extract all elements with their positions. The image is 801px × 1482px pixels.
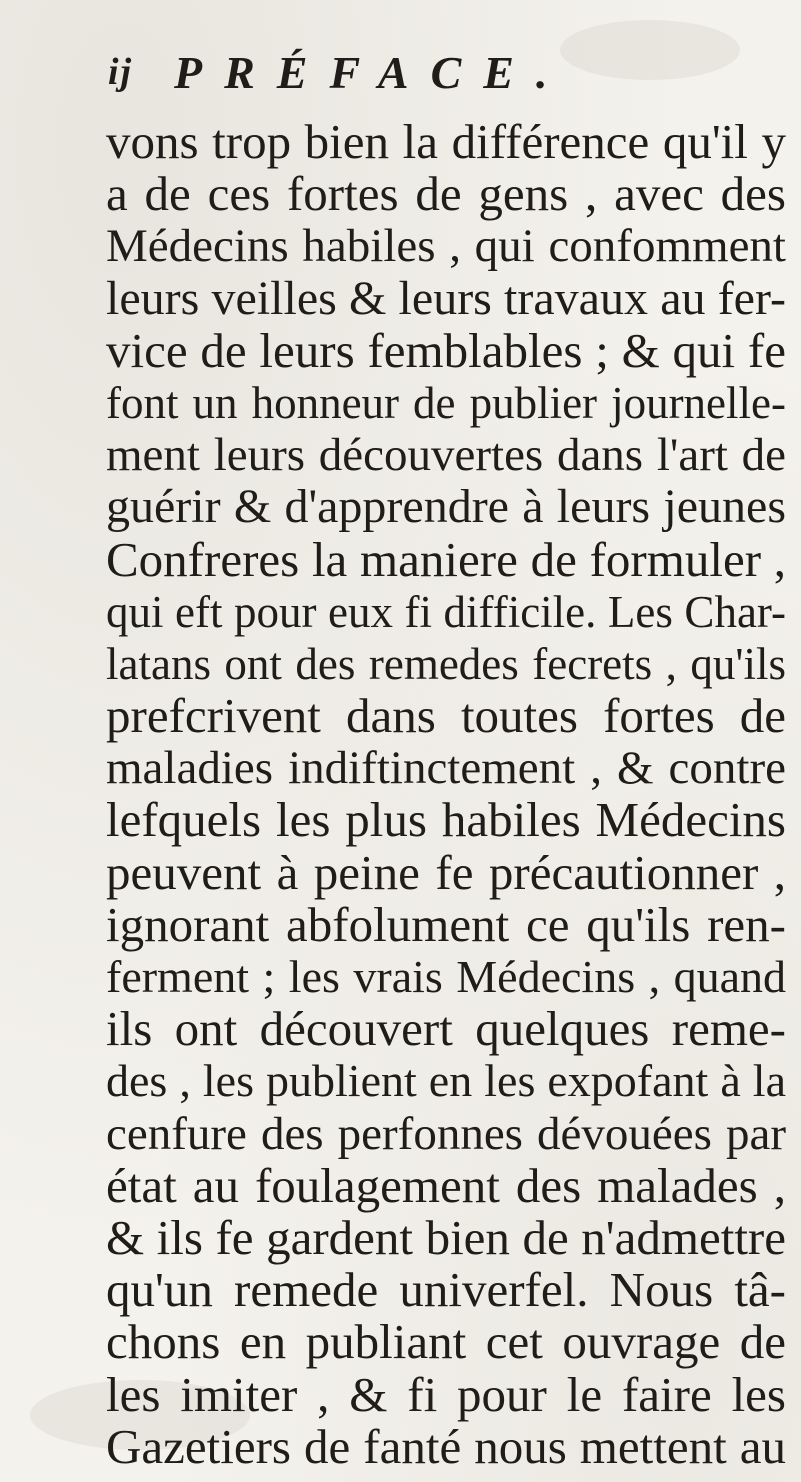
text-line: les imiter , & fi pour le faire les [106, 1366, 786, 1422]
text-line: état au foulagement des malades , [106, 1157, 786, 1213]
text-line: latans ont des remedes fecrets , qu'ils [106, 638, 786, 689]
text-line: Confreres la maniere de formuler , [106, 531, 786, 587]
text-line: & ils fe gardent bien de n'admettre [106, 1209, 786, 1265]
text-line: a de ces fortes de gens , avec des [106, 166, 786, 222]
text-line: qui eft pour eux fi difficile. Les Char- [106, 586, 786, 637]
text-line: Gazetiers de fanté nous mettent au [106, 1418, 786, 1474]
running-head: PRÉFACE. [174, 47, 570, 98]
text-line: ferment ; les vrais Médecins , quand [106, 951, 786, 1002]
text-line: qu'un remede univerfel. Nous tâ- [106, 1262, 786, 1318]
text-line: guérir & d'apprendre à leurs jeunes [106, 480, 786, 534]
text-line: ils ont découvert quelques reme- [106, 1001, 786, 1057]
text-line: font un honneur de publier journelle- [106, 377, 786, 428]
text-line: prefcrivent dans toutes fortes de [106, 688, 786, 744]
page-header [108, 42, 768, 102]
text-line: ignorant abfolument ce qu'ils ren- [106, 896, 786, 952]
text-line: cenfure des perfonnes dévouées par [106, 1107, 786, 1160]
text-line: ment leurs découvertes dans l'art de [106, 429, 786, 482]
text-line: Médecins habiles , qui confomment [106, 220, 786, 273]
page-number: ij [108, 51, 134, 93]
text-line: peuvent à peine fe précautionner , [106, 844, 786, 900]
text-line: des , les publient en les expofant à la [106, 1055, 786, 1107]
text-line: lefquels les plus habiles Médecins [106, 792, 786, 848]
text-line: chons en publiant cet ouvrage de [106, 1314, 786, 1370]
text-line: vice de leurs femblables ; & qui fe [106, 322, 786, 378]
text-line: leurs veilles & leurs travaux au fer- [106, 271, 786, 325]
text-line: maladies indiftinctement , & contre [106, 742, 786, 795]
body-text [106, 116, 786, 1473]
text-line: vons trop bien la différence qu'il y [106, 114, 786, 169]
